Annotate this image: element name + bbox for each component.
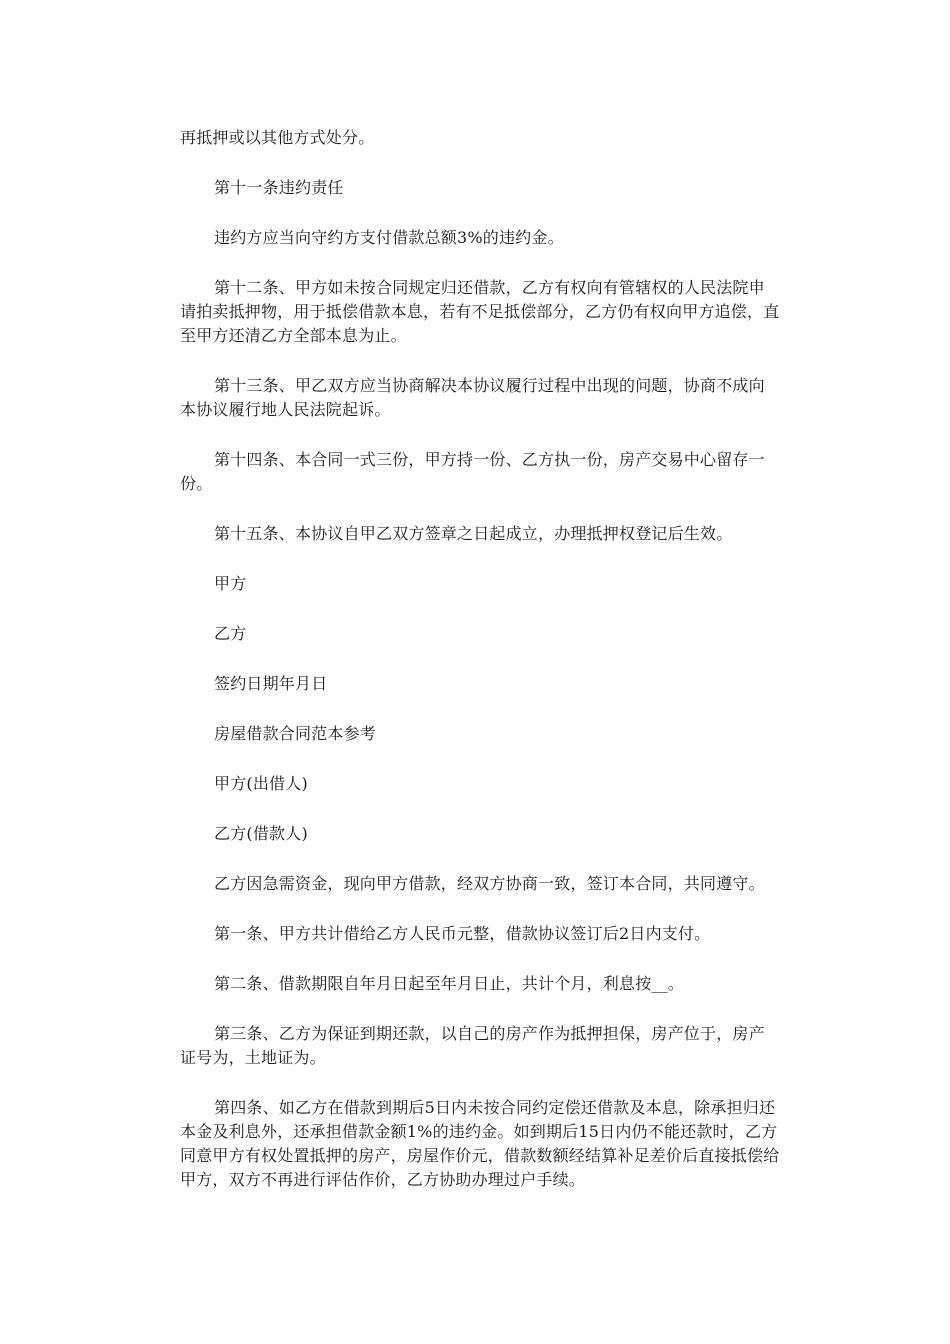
- document-title: 房屋借款合同范本参考: [214, 724, 377, 743]
- paragraph: 第十三条、甲乙双方应当协商解决本协议履行过程中出现的问题，协商不成向本协议履行地人民法院起诉。: [180, 376, 765, 419]
- paragraph: 第四条、如乙方在借款到期后5日内未按合同约定偿还借款及本息，除承担归还本金及利息外，还承担借款金额1%的违约金。如到期后15日内仍不能还款时，乙方同意甲方有权处置抵押的房产，房屋作价元，借款数额经结算补足差价后直接抵偿给甲方，双方不再进行评估作价，乙方协助办理过户手续。: [180, 1098, 780, 1189]
- party-a-lender: 甲方(出借人): [214, 774, 308, 793]
- document-body: [180, 126, 780, 1218]
- signature-party-b: 乙方: [214, 624, 247, 643]
- signing-date: 签约日期年月日: [214, 674, 328, 693]
- section-heading: 第十一条违约责任: [214, 178, 344, 197]
- party-b-borrower: 乙方(借款人): [214, 824, 308, 843]
- paragraph: 违约方应当向守约方支付借款总额3%的违约金。: [214, 228, 564, 247]
- paragraph: 第十四条、本合同一式三份，甲方持一份、乙方执一份，房产交易中心留存一份。: [180, 450, 765, 493]
- paragraph: 乙方因急需资金，现向甲方借款，经双方协商一致，签订本合同，共同遵守。: [214, 874, 765, 893]
- signature-party-a: 甲方: [214, 574, 247, 593]
- paragraph: 第三条、乙方为保证到期还款，以自己的房产作为抵押担保，房产位于，房产证号为，土地证为。: [180, 1024, 765, 1067]
- paragraph: 再抵押或以其他方式处分。: [180, 128, 375, 147]
- paragraph: 第十二条、甲方如未按合同规定归还借款，乙方有权向有管辖权的人民法院申请拍卖抵押物，用于抵偿借款本息，若有不足抵偿部分，乙方仍有权向甲方追偿，直至甲方还清乙方全部本息为止。: [180, 278, 780, 345]
- paragraph: 第二条、借款期限自年月日起至年月日止，共计个月，利息按__。: [214, 974, 685, 993]
- paragraph: 第十五条、本协议自甲乙双方签章之日起成立，办理抵押权登记后生效。: [214, 524, 733, 543]
- paragraph: 第一条、甲方共计借给乙方人民币元整，借款协议签订后2日内支付。: [214, 924, 711, 943]
